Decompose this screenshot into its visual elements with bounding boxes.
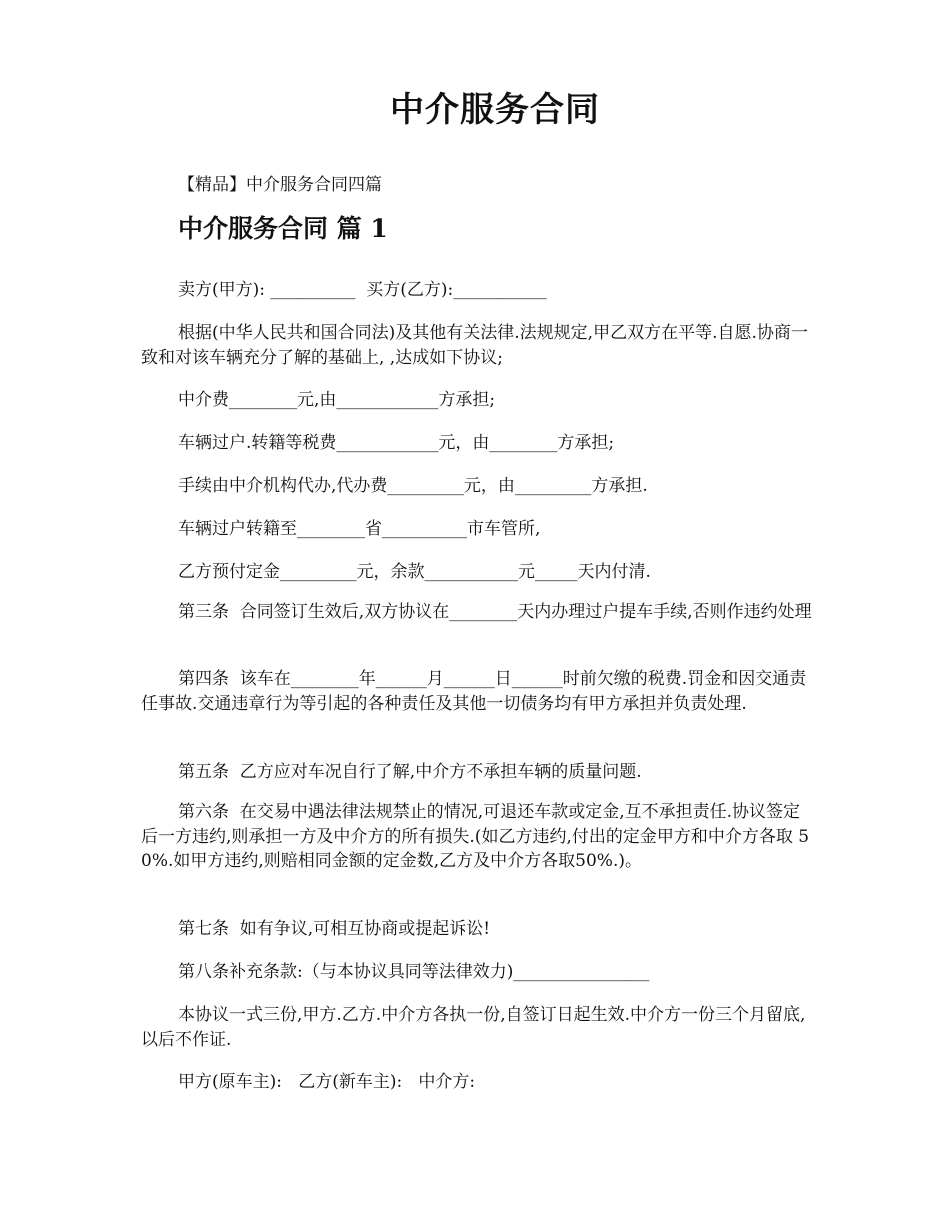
- agency-handling-clause: 手续由中介机构代办,代办费_________元，由_________方承担.: [178, 476, 648, 496]
- agency-fee-clause: 中介费________元,由____________方承担;: [178, 390, 496, 410]
- parties-line: 卖方(甲方): __________ 买方(乙方):___________: [178, 280, 547, 300]
- section-heading: 中介服务合同 篇 1: [178, 214, 388, 243]
- article-6: 第六条 在交易中遇法律法规禁止的情况,可退还车款或定金,互不承担责任.协议签定后一方违约,则承担一方及中介方的所有损失.(如乙方违约,付出的定金甲方和中介方各取 50%.如甲方违约,则赔相同金额的定金数,乙方及中介方各取50%.)。: [141, 802, 810, 871]
- preamble-paragraph: 根据(中华人民共和国合同法)及其他有关法律.法规规定,甲乙双方在平等.自愿.协商一致和对该车辆充分了解的基础上, ,达成如下协议;: [141, 323, 808, 368]
- document-subtitle: 【精品】中介服务合同四篇: [178, 175, 382, 195]
- registration-clause: 车辆过户转籍至________省__________市车管所,: [178, 519, 541, 539]
- article-3: 第三条 合同签订生效后,双方协议在________天内办理过户提车手续,否则作违约处理: [178, 602, 812, 622]
- article-8: 第八条补充条款:（与本协议具同等法律效力)________________: [178, 962, 650, 982]
- deposit-clause: 乙方预付定金_________元，余款___________元_____天内付清.: [178, 562, 651, 582]
- copies-clause: 本协议一式三份,甲方.乙方.中介方各执一份,自签订日起生效.中介方一份三个月留底,以后不作证.: [141, 1005, 806, 1050]
- article-4: 第四条 该车在________年______月______日______时前欠缴的税费.罚金和因交通责任事故.交通违章行为等引起的各种责任及其他一切债务均有甲方承担并负责处理.: [141, 669, 807, 714]
- article-7: 第七条 如有争议,可相互协商或提起诉讼!: [178, 919, 491, 939]
- signature-line: 甲方(原车主): 乙方(新车主): 中介方:: [178, 1072, 476, 1092]
- article-5: 第五条 乙方应对车况自行了解,中介方不承担车辆的质量问题.: [178, 762, 642, 782]
- document-title: 中介服务合同: [390, 90, 600, 130]
- transfer-tax-clause: 车辆过户.转籍等税费____________元，由________方承担;: [178, 433, 615, 453]
